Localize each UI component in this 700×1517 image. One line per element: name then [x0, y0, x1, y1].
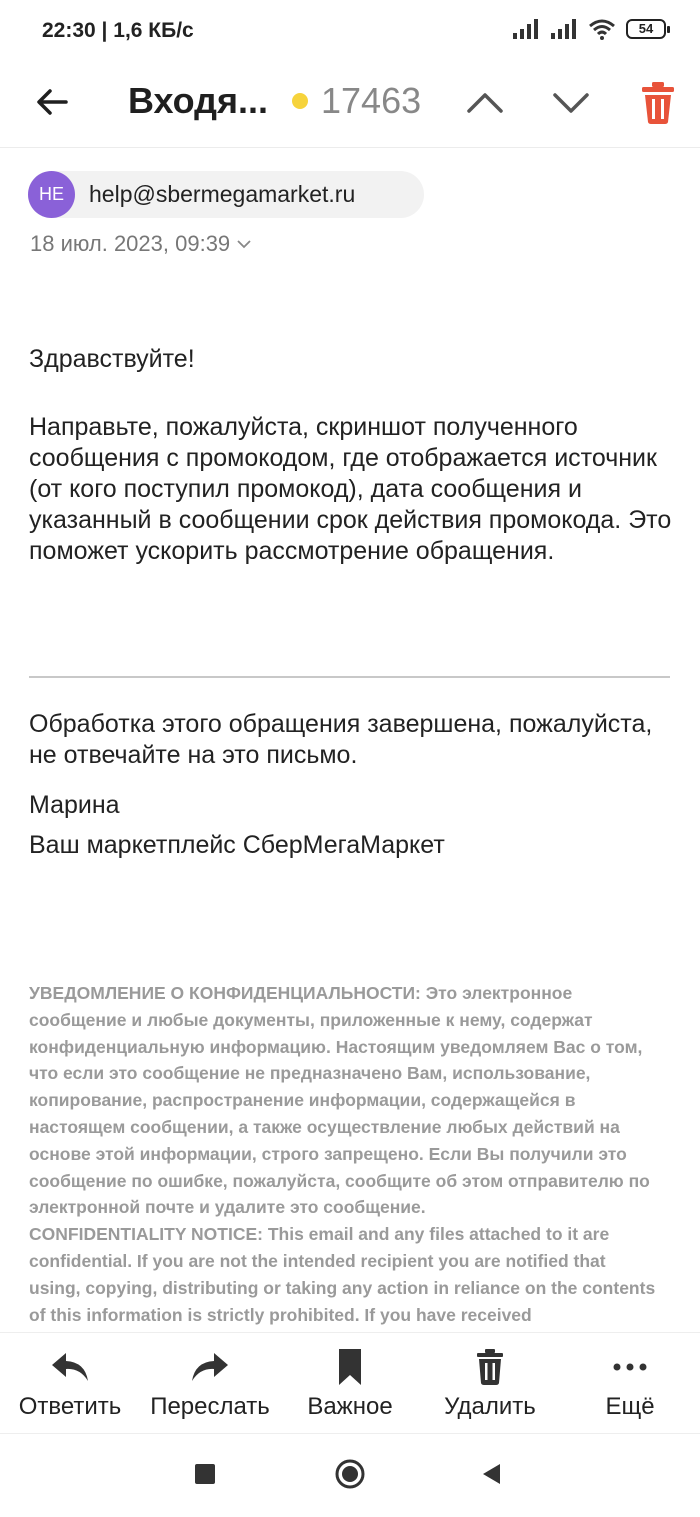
signature-name: Марина	[29, 791, 120, 819]
arrow-left-icon[interactable]	[30, 80, 74, 124]
reply-icon	[50, 1349, 90, 1385]
message-paragraph: Обработка этого обращения завершена, пожалуйста, не отвечайте на это письмо.	[29, 710, 653, 769]
wifi-icon	[588, 18, 616, 40]
system-nav-bar	[0, 1434, 700, 1517]
sender-chip[interactable]	[28, 171, 424, 218]
system-back-button[interactable]	[480, 1462, 504, 1486]
notice-ru: УВЕДОМЛЕНИЕ О КОНФИДЕНЦИАЛЬНОСТИ: Это электронное сообщение и любые документы, приложенные к нему, содержат конфиденциальную информацию. Настоящим уведомляем Вас о том, что если это сообщение не предназначено Вам, использование, копирование, распространение информации, содержащейся в настоящем сообщении, а также осуществление любых действий на основе этой информации, строго запрещено. Если Вы получили это сообщение по ошибке, пожалуйста, сообщите об этом отправителю по электронной почте и удалите это сообщение.	[29, 983, 650, 1218]
reply-button[interactable]	[13, 1333, 127, 1433]
delete-label: Удалить	[444, 1393, 536, 1420]
status-bar	[0, 0, 700, 62]
status-indicators	[512, 18, 666, 40]
unread-count: 17463	[321, 80, 422, 121]
bookmark-icon	[336, 1347, 364, 1387]
delete-button[interactable]	[440, 1333, 540, 1433]
chevron-down-icon[interactable]	[548, 80, 594, 126]
trash-icon	[474, 1347, 506, 1387]
mail-date[interactable]	[30, 231, 252, 257]
divider	[29, 676, 670, 678]
more-label: Ещё	[605, 1393, 655, 1420]
mail-date-text: 18 июл. 2023, 09:39	[30, 231, 231, 256]
folder-title: Входя...	[128, 80, 269, 121]
signature-company: Ваш маркетплейс СберМегаМаркет	[29, 831, 445, 859]
chevron-down-icon	[236, 238, 252, 250]
greeting: Здравствуйте!	[29, 345, 195, 373]
message-paragraph: Направьте, пожалуйста, скриншот полученного сообщения с промокодом, где отображается источник (от кого поступил промокод), дата сообщения и указанный в сообщении срок действия промокода. Это поможет ускорить рассмотрение обращения.	[29, 413, 672, 565]
status-time-speed: 22:30 | 1,6 КБ/с	[42, 19, 194, 42]
important-button[interactable]	[300, 1333, 400, 1433]
forward-button[interactable]	[145, 1333, 275, 1433]
notice-en: CONFIDENTIALITY NOTICE: This email and any files attached to it are confidential. If you are not the intended recipient you are notified that using, copying, distributing or taking any action in reliance on the contents of this information is strictly prohibited. If you have received	[29, 1224, 656, 1325]
forward-icon	[190, 1349, 230, 1385]
action-bar	[0, 1332, 700, 1434]
more-dots-icon	[612, 1362, 648, 1372]
avatar: HE	[28, 171, 75, 218]
home-button[interactable]	[334, 1458, 366, 1490]
important-label: Важное	[307, 1393, 393, 1420]
confidentiality-notice	[29, 980, 657, 1334]
trash-icon[interactable]	[636, 78, 680, 126]
signal-icon	[512, 19, 540, 39]
forward-label: Переслать	[150, 1393, 270, 1420]
reply-label: Ответить	[18, 1393, 122, 1420]
chevron-up-icon[interactable]	[462, 80, 508, 126]
sender-email: help@sbermegamarket.ru	[89, 181, 356, 207]
signal-icon	[550, 19, 578, 39]
more-button[interactable]	[590, 1333, 670, 1433]
recent-apps-button[interactable]	[195, 1464, 215, 1484]
unread-dot	[292, 93, 308, 109]
battery-icon: 54	[626, 19, 666, 39]
mail-header	[0, 62, 700, 148]
